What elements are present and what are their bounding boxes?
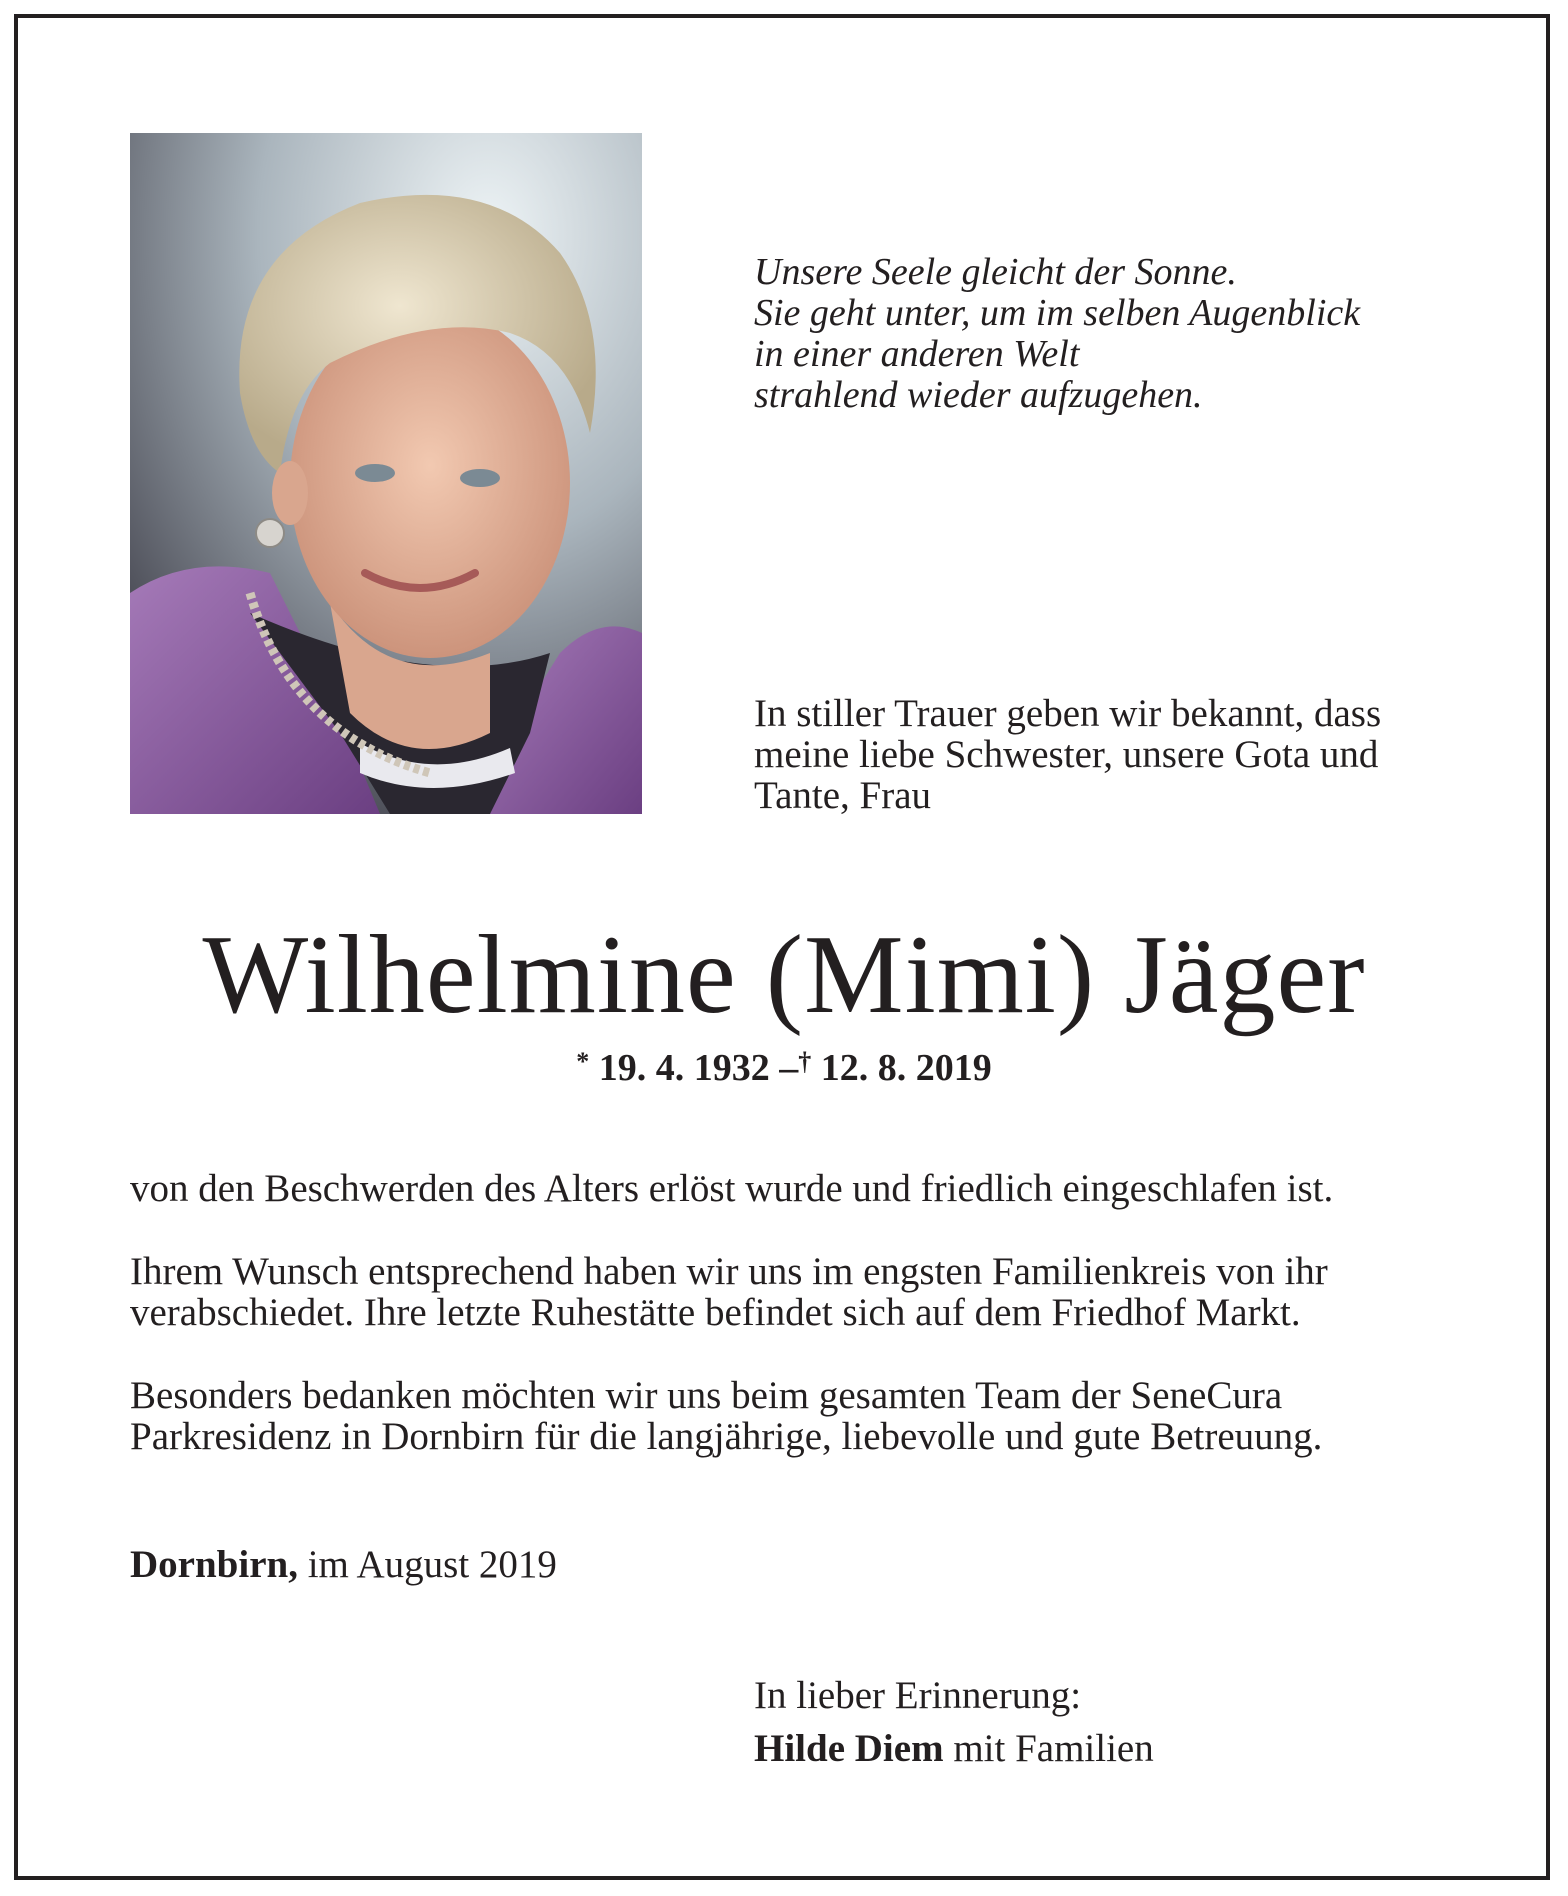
paragraph-thanks [130,1375,1450,1457]
intro-line: In stiller Trauer geben wir bekannt, dass [754,692,1382,735]
place-city: Dornbirn, [130,1543,298,1586]
paragraph-line: verabschiedet. Ihre letzte Ruhestätte befindet sich auf dem Friedhof Markt. [130,1291,1301,1334]
quote-verse [754,252,1474,416]
quote-line: Unsere Seele gleicht der Sonne. [754,251,1237,293]
signer-suffix: mit Familien [943,1727,1154,1770]
intro-line: meine liebe Schwester, unsere Gota und [754,733,1379,776]
place-month: im August 2019 [297,1543,557,1586]
signer-name: Hilde Diem [754,1727,944,1770]
quote-line: strahlend wieder aufzugehen. [754,374,1203,416]
portrait-photo [130,133,642,814]
date-separator: – [779,1047,799,1089]
life-dates [0,1040,1568,1090]
paragraph-passing [130,1168,1450,1209]
place-date [130,1544,557,1585]
portrait-illustration [130,133,642,814]
death-date: 12. 8. 2019 [820,1047,992,1089]
death-symbol: † [798,1047,812,1076]
closing-signature [754,1669,1154,1775]
intro-line: Tante, Frau [754,774,932,817]
quote-line: Sie geht unter, um im selben Augenblick [754,292,1361,334]
signer-line [754,1722,1154,1775]
quote-line: in einer anderen Welt [754,333,1080,375]
paragraph-line: von den Beschwerden des Alters erlöst wurde und friedlich eingeschlafen ist. [130,1167,1334,1210]
deceased-name: Wilhelmine (Mimi) Jäger [202,913,1366,1037]
paragraph-line: Parkresidenz in Dornbirn für die langjährige, liebevolle und gute Betreuung. [130,1415,1323,1458]
paragraph-line: Besonders bedanken möchten wir uns beim gesamten Team der SeneCura [130,1374,1283,1417]
announcement-intro [754,693,1454,816]
birth-symbol: * [576,1047,590,1076]
paragraph-line: Ihrem Wunsch entsprechend haben wir uns im engsten Familienkreis von ihr [130,1250,1328,1293]
closing-line: In lieber Erinnerung: [754,1674,1082,1717]
paragraph-farewell [130,1251,1450,1333]
birth-date: 19. 4. 1932 [598,1047,770,1089]
